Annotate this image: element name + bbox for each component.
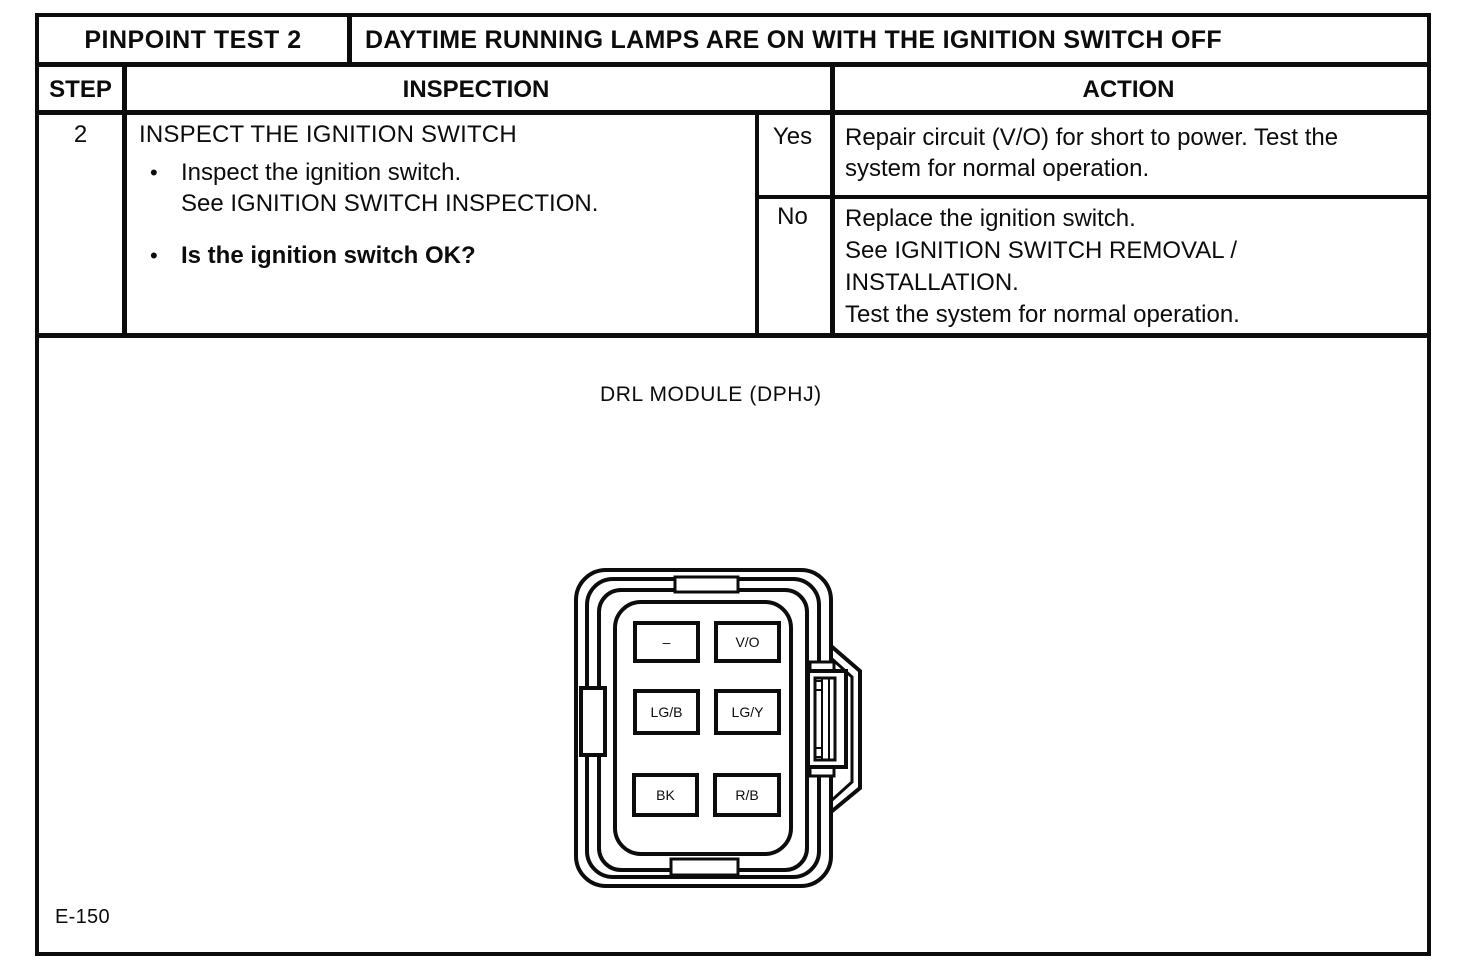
step-number: 2 <box>73 121 88 148</box>
yes-action-cell <box>845 122 1420 184</box>
drl-module-connector-diagram <box>568 563 908 898</box>
bottom-notch <box>671 859 738 875</box>
pin-label: R/B <box>735 787 759 803</box>
inspection-bullet1-line2: See IGNITION SWITCH INSPECTION. <box>181 190 599 217</box>
divider-yes-no <box>755 195 1427 199</box>
inspection-bullet-1 <box>139 157 739 219</box>
no-branch-label: No <box>777 203 808 230</box>
pin-label: BK <box>656 787 675 803</box>
inspection-heading: INSPECT THE IGNITION SWITCH <box>139 121 517 148</box>
divider-title-cell <box>347 17 352 67</box>
column-header-step: STEP <box>49 75 112 103</box>
top-notch <box>675 577 738 592</box>
pinpoint-test-label: PINPOINT TEST 2 <box>84 26 302 54</box>
no-action-line2: See IGNITION SWITCH REMOVAL / <box>845 237 1238 264</box>
yes-action-line2: system for normal operation. <box>845 155 1150 182</box>
page-reference: E-150 <box>55 906 110 928</box>
shell-outline-2 <box>587 579 819 877</box>
inspection-cell <box>139 121 739 271</box>
column-header-action: ACTION <box>1082 75 1175 103</box>
yes-branch-label: Yes <box>772 123 813 150</box>
bullet-dot-icon: • <box>150 243 158 268</box>
pin-label: LG/Y <box>731 704 764 720</box>
divider-steprow-bottom <box>39 333 1427 338</box>
pin-label: V/O <box>735 634 760 650</box>
column-header-inspection: INSPECTION <box>402 75 550 103</box>
pin-label: LG/B <box>650 704 683 720</box>
left-tab <box>581 688 605 755</box>
no-action-line4: Test the system for normal operation. <box>845 301 1240 328</box>
pin-label: – <box>662 634 671 650</box>
inspection-question: Is the ignition switch OK? <box>181 242 476 269</box>
drl-module-label: DRL MODULE (DPHJ) <box>600 383 822 406</box>
no-action-cell <box>845 203 1420 331</box>
pinpoint-test-table <box>35 13 1431 956</box>
inspection-bullet-2 <box>139 240 739 271</box>
no-action-line3: INSTALLATION. <box>845 269 1019 296</box>
no-action-line1: Replace the ignition switch. <box>845 205 1136 232</box>
inspection-bullet1-line1: Inspect the ignition switch. <box>181 159 462 186</box>
pinpoint-test-title: DAYTIME RUNNING LAMPS ARE ON WITH THE IGNITION SWITCH OFF <box>365 26 1222 54</box>
bullet-dot-icon: • <box>150 160 158 185</box>
yes-action-line1: Repair circuit (V/O) for short to power. Test the <box>845 124 1339 151</box>
